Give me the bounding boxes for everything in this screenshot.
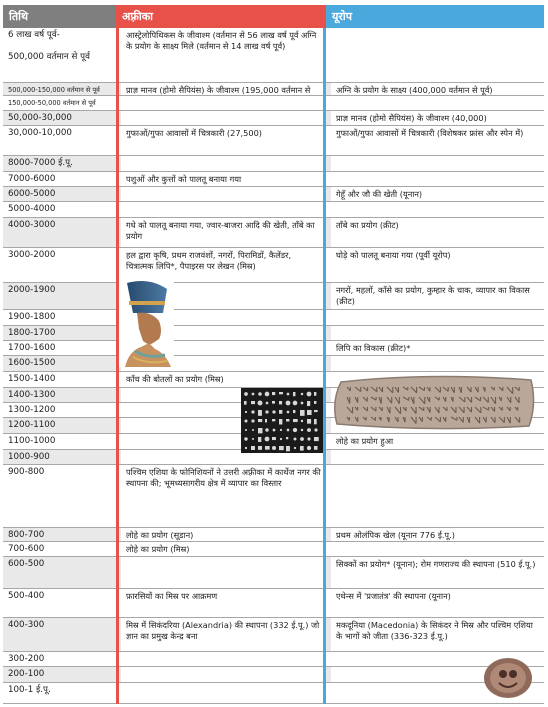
date-cell: 600-500 (8, 559, 45, 569)
date-cell: 500,000-150,000 वर्तमान से पूर्व (8, 86, 100, 94)
date-cell: 1600-1500 (8, 358, 56, 368)
table-row (3, 83, 544, 96)
africa-cell (121, 683, 326, 703)
europe-cell: ताँबे का प्रयोग (क्रीट) (331, 218, 544, 247)
africa-cell (121, 652, 326, 666)
table-row (3, 589, 544, 618)
europe-cell: प्राज्ञ मानव (होमो सैपियंस) के जीवाश्म (40,000) (331, 111, 544, 125)
africa-cell (121, 667, 326, 682)
europe-cell (331, 310, 544, 325)
date-cell: 8000-7000 ई.पू. (8, 158, 73, 168)
date-cell: 3000-2000 (8, 250, 56, 260)
date-cell: 1700-1600 (8, 343, 56, 353)
date-cell-second-line: 500,000 वर्तमान से पूर्व (8, 52, 90, 62)
date-cell: 1800-1700 (8, 328, 56, 338)
europe-cell: सिक्कों का प्रयोग* (यूनान); रोम गणराज्य की स्थापना (510 ई.पू.) (331, 557, 544, 588)
date-cell: 400-300 (8, 620, 45, 630)
date-cell: 1200-1100 (8, 420, 56, 430)
africa-cell: काँच की बोतलों का प्रयोग (मिस्र) (121, 372, 326, 387)
europe-cell: घोड़े को पालतू बनाया गया (पूर्वी यूरोप) (331, 248, 544, 282)
date-cell: 6 लाख वर्ष पूर्व- (8, 30, 60, 40)
date-cell: 1100-1000 (8, 436, 56, 446)
table-row (3, 683, 544, 704)
date-cell: 500-400 (8, 591, 45, 601)
clay-tablet-image (331, 374, 536, 432)
hieroglyph-tablet-image (241, 388, 323, 453)
date-cell: 900-800 (8, 467, 45, 477)
date-cell: 150,000-50,000 वर्तमान से पूर्व (8, 99, 96, 107)
africa-cell: पशुओं और कुत्तों को पालतू बनाया गया (121, 172, 326, 186)
date-cell: 200-100 (8, 669, 45, 679)
date-cell: 300-200 (8, 654, 45, 664)
africa-cell: मिस्र में सिकंदरिया (Alexandria) की स्थापना (332 ई.पू.) जो ज्ञान का प्रमुख केन्द्र बना (121, 618, 326, 651)
africa-cell (121, 96, 326, 110)
date-cell: 1900-1800 (8, 312, 56, 322)
europe-cell: अग्नि के प्रयोग के साक्ष्य (400,000 वर्तमान से पूर्व) (331, 83, 544, 95)
europe-cell (331, 542, 544, 556)
europe-cell (331, 465, 544, 527)
date-cell: 30,000-10,000 (8, 128, 72, 138)
date-cell: 5000-4000 (8, 204, 56, 214)
table-row (3, 356, 544, 372)
owl-coin-image (483, 657, 533, 699)
queen-bust-image (119, 279, 174, 367)
table-row (3, 542, 544, 557)
date-cell: 1500-1400 (8, 374, 56, 384)
date-cell: 1300-1200 (8, 405, 56, 415)
africa-cell: प्राज्ञ मानव (होमो सैपियंस) के जीवाश्म (195,000 वर्तमान से (121, 83, 326, 95)
europe-cell: लोहे का प्रयोग हुआ (331, 434, 544, 449)
table-row (3, 652, 544, 667)
table-row (3, 283, 544, 310)
europe-cell (331, 96, 544, 110)
europe-cell (331, 202, 544, 217)
table-row (3, 126, 544, 156)
table-row (3, 528, 544, 542)
table-row (3, 248, 544, 283)
table-row (3, 310, 544, 326)
date-cell: 50,000-30,000 (8, 113, 72, 123)
europe-cell: गुफाओं/गुफा आवासों में चित्रकारी (विशेषकर फ्रांस और स्पेन में) (331, 126, 544, 155)
europe-cell (331, 156, 544, 171)
date-cell: 2000-1900 (8, 285, 56, 295)
europe-column-divider (323, 28, 326, 704)
date-cell: 700-600 (8, 544, 45, 554)
africa-cell: लोहे का प्रयोग (मिस्र) (121, 542, 326, 556)
europe-cell (331, 356, 544, 371)
header-europe: यूरोप (326, 5, 544, 28)
europe-cell: एथेन्स में 'प्रजातंत्र' की स्थापना (यूनान) (331, 589, 544, 617)
table-row (3, 341, 544, 356)
africa-cell: गधे को पालतू बनाया गया, ज्वार-बाजरा आदि की खेती, ताँबे का प्रयोग (121, 218, 326, 247)
header-africa: अफ़्रीका (116, 5, 326, 28)
europe-cell: प्रथम ओलंपिक खेल (यूनान 776 ई.पू.) (331, 528, 544, 541)
africa-cell: पश्चिम एशिया के फोनिशियनों ने उत्तरी अफ़्रीका में कार्थेज नगर की स्थापना की; भूमध्यसागरीय क्षेत्र में व्यापार का विस्तार (121, 465, 326, 527)
date-cell: 6000-5000 (8, 189, 56, 199)
europe-cell: नगरों, महलों, काँसे का प्रयोग, कुम्हार के चाक, व्यापार का विकास (क्रीट) (331, 283, 544, 309)
date-cell: 100-1 ई.पू. (8, 685, 51, 695)
date-cell: 1400-1300 (8, 390, 56, 400)
table-row (3, 326, 544, 341)
europe-cell (331, 326, 544, 340)
table-row (3, 172, 544, 187)
africa-cell: गुफाओं/गुफा आवासों में चित्रकारी (27,500) (121, 126, 326, 155)
table-row (3, 111, 544, 126)
africa-cell: लोहे का प्रयोग (सूडान) (121, 528, 326, 541)
table-row (3, 202, 544, 218)
africa-cell: आस्ट्रेलोपिथिकस के जीवाश्म (वर्तमान से 56 लाख वर्ष पूर्व अग्नि के प्रयोग के साक्ष्य मिले (वर्तमान से 14 लाख वर्ष पूर्व) (121, 28, 326, 82)
europe-cell: लिपि का विकास (क्रीट)* (331, 341, 544, 355)
table-row (3, 156, 544, 172)
africa-cell (121, 156, 326, 171)
africa-cell: हल द्वारा कृषि, प्रथम राजवंशों, नगरों, पिरामिडों, कैलेंडर, चित्रात्मक लिपि*, पैपाइरस पर लेखन (मिस्र) (121, 248, 326, 282)
table-row (3, 618, 544, 652)
date-cell: 1000-900 (8, 452, 50, 462)
table-row (3, 465, 544, 528)
europe-cell (331, 28, 544, 82)
table-row (3, 667, 544, 683)
europe-cell: गेहूँ और जौ की खेती (यूनान) (331, 187, 544, 201)
table-row (3, 218, 544, 248)
date-cell: 800-700 (8, 530, 45, 540)
table-row (3, 187, 544, 202)
date-cell: 7000-6000 (8, 174, 56, 184)
table-row (3, 557, 544, 589)
europe-cell (331, 172, 544, 186)
header-date: तिथि (3, 5, 116, 28)
africa-cell (121, 187, 326, 201)
europe-cell (331, 450, 544, 464)
table-row (3, 28, 544, 83)
europe-cell: मकदूनिया (Macedonia) के सिकंदर ने मिस्र और पश्चिम एशिया के भागों को जीता (336-323 ई.पू.) (331, 618, 544, 651)
table-row (3, 96, 544, 111)
date-cell: 4000-3000 (8, 220, 56, 230)
africa-cell (121, 111, 326, 125)
africa-cell (121, 557, 326, 588)
africa-cell (121, 202, 326, 217)
africa-cell: फ़ारसियों का मिस्र पर आक्रमण (121, 589, 326, 617)
